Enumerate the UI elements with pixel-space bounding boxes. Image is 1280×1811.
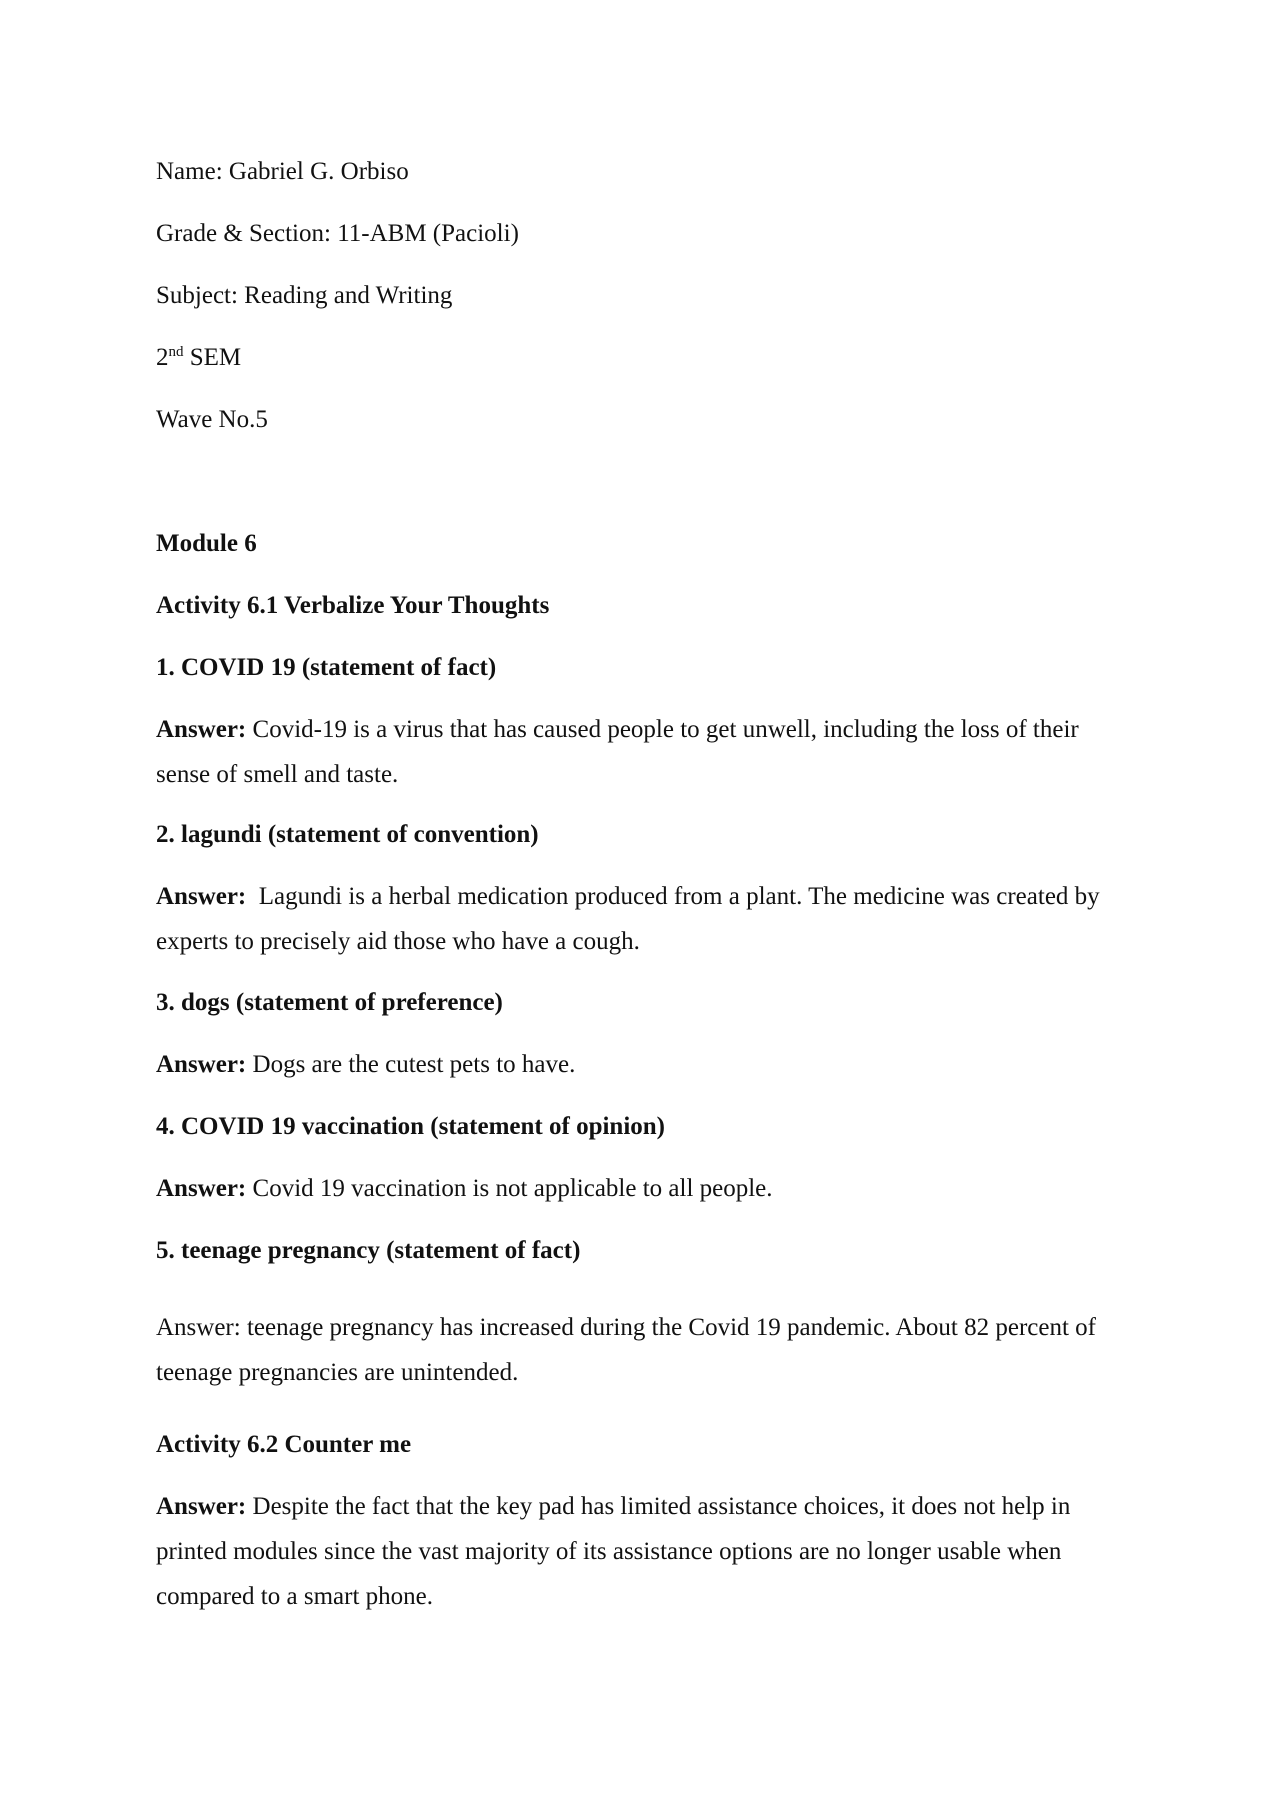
semester — [156, 345, 1116, 371]
answer-label: Answer: — [156, 1493, 247, 1520]
item-1-answer — [156, 707, 1116, 797]
activity-2-title: Activity 6.2 Counter me — [156, 1431, 412, 1458]
item-3-heading: 3. dogs (statement of preference) — [156, 989, 503, 1016]
answer-label: Answer: — [156, 1175, 247, 1202]
semester-number: 2 — [156, 344, 169, 371]
answer-label: Answer: — [156, 883, 247, 910]
semester-label: SEM — [183, 344, 242, 371]
answer-text: Covid 19 vaccination is not applicable to all people. — [246, 1175, 773, 1202]
activity-1-title: Activity 6.1 Verbalize Your Thoughts — [156, 592, 550, 619]
activity-2-answer — [156, 1484, 1116, 1619]
item-1-heading: 1. COVID 19 (statement of fact) — [156, 654, 497, 681]
answer-text: Lagundi is a herbal medication produced from a plant. The medicine was created by experts to precisely aid those who have a cough. — [156, 883, 1106, 955]
item-4-answer — [156, 1176, 1116, 1202]
item-5-heading: 5. teenage pregnancy (statement of fact) — [156, 1237, 581, 1264]
grade-section: Grade & Section: 11-ABM (Pacioli) — [156, 220, 519, 247]
wave-number: Wave No.5 — [156, 406, 268, 433]
answer-label: Answer: — [156, 1051, 247, 1078]
answer-text: Despite the fact that the key pad has limited assistance choices, it does not help in printed modules since the vast majority of its assistance options are no longer usable when compared to a smart phone. — [156, 1493, 1071, 1610]
item-2-answer — [156, 874, 1116, 964]
semester-ordinal-suffix: nd — [168, 344, 184, 360]
module-title: Module 6 — [156, 530, 257, 557]
answer-text: Covid-19 is a virus that has caused people to get unwell, including the loss of their sense of smell and taste. — [156, 716, 1079, 788]
subject: Subject: Reading and Writing — [156, 282, 453, 309]
item-4-heading: 4. COVID 19 vaccination (statement of opinion) — [156, 1113, 666, 1140]
student-name: Name: Gabriel G. Orbiso — [156, 158, 409, 185]
item-2-heading: 2. lagundi (statement of convention) — [156, 821, 539, 848]
answer-text: Dogs are the cutest pets to have. — [246, 1051, 576, 1078]
item-3-answer — [156, 1052, 1116, 1078]
answer-label: Answer: — [156, 716, 247, 743]
item-5-answer: Answer: teenage pregnancy has increased during the Covid 19 pandemic. About 82 percent of teenage pregnancies are unintended. — [156, 1314, 1096, 1386]
